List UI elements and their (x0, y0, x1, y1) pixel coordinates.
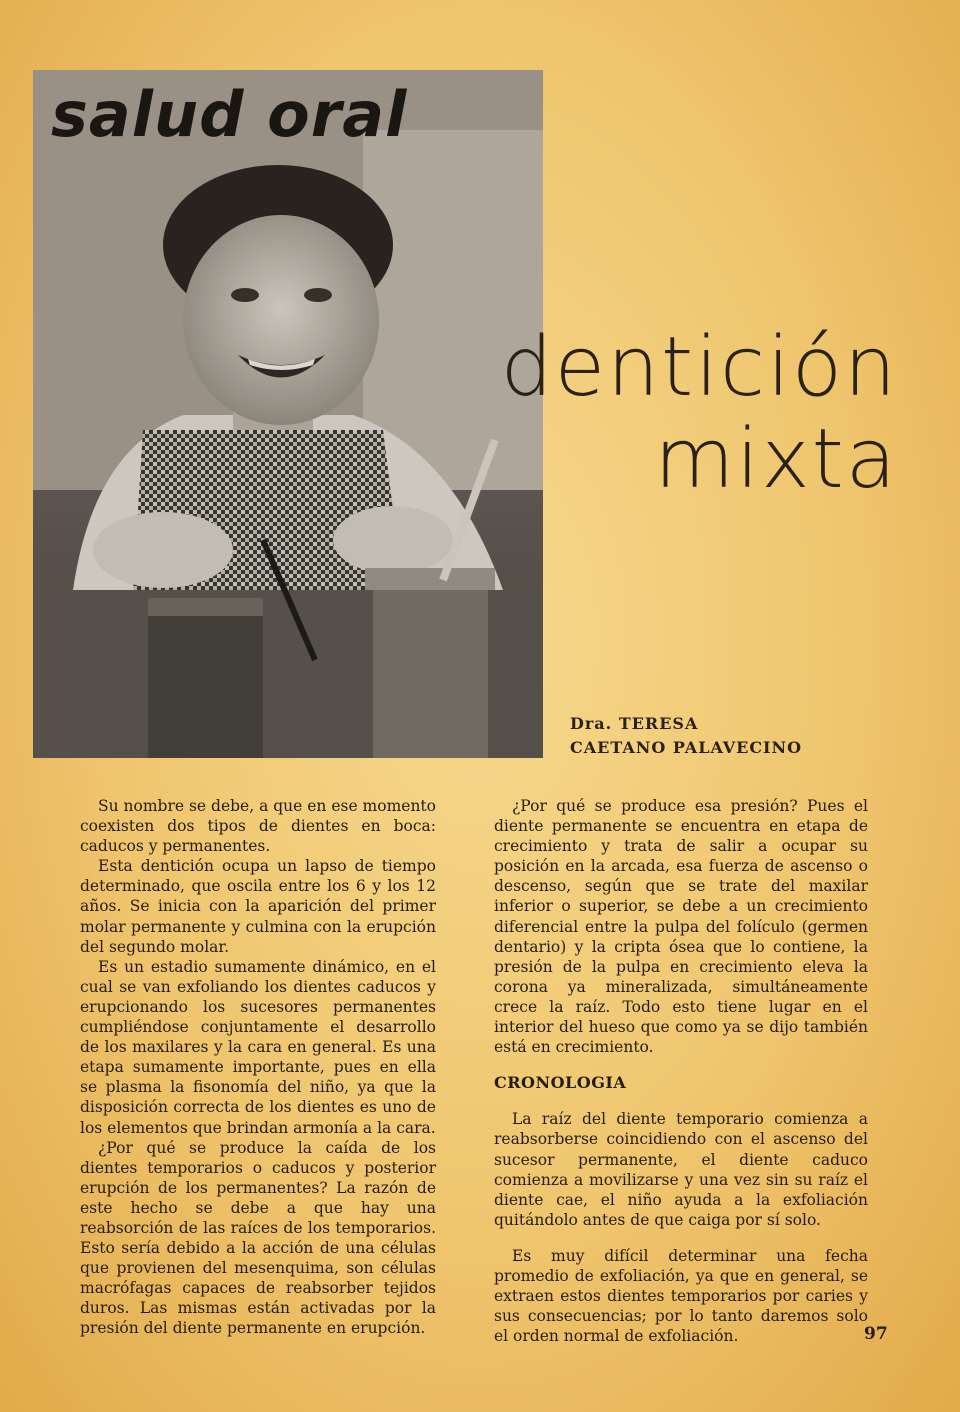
author-byline (570, 712, 802, 760)
paragraph: Es muy difícil determinar una fecha promedio de exfoliación, ya que en general, se extraen estos dientes temporarios por caries y sus consecuencias; por lo tanto daremos solo el orden normal de exfoliación. (494, 1246, 868, 1346)
section-label: salud oral (51, 78, 408, 151)
child-painting-icon (33, 70, 543, 758)
paragraph: ¿Por qué se produce esa presión? Pues el diente permanente se encuentra en etapa de crecimiento y trata de salir a ocupar su posición en la arcada, esa fuerza de ascenso o descenso, según que se trate del maxilar inferior o superior, se debe a un crecimiento diferencial entre la pulpa del folículo (germen dentario) y la cripta ósea que lo contiene, la presión de la pulpa en crecimiento eleva la corona ya mineralizada, simultáneamente crece la raíz. Todo esto tiene lugar en el interior del hueso que como ya se dijo también está en crecimiento. (494, 797, 868, 1057)
paragraph: Su nombre se debe, a que en ese momento coexisten dos tipos de dientes en boca: caducos y permanentes. (80, 797, 436, 856)
paragraph: La raíz del diente temporario comienza a reabsorberse coincidiendo con el ascenso del sucesor permanente, el diente caduco comienza a movilizarse y una vez sin su raíz el diente cae, el niño ayuda a la exfoliación quitándolo antes de que caiga por sí solo. (494, 1110, 868, 1229)
section-heading: CRONOLOGIA (494, 1073, 627, 1093)
right-column (494, 796, 868, 1346)
article-title (501, 322, 898, 506)
page-number: 97 (864, 1324, 888, 1344)
paragraph: Es un estadio sumamente dinámico, en el cual se van exfoliando los dientes caducos y erupcionando los sucesores permanentes cumpliéndose conjuntamente el desarrollo de los maxilares y la cara en general. Es una etapa sumamente importante, pues en ella se plasma la fisonomía del niño, ya que la disposición correcta de los dientes es uno de los elementos que brindan armonía a la cara. (80, 957, 436, 1137)
title-line-1: dentición (500, 320, 898, 415)
author-line-2: CAETANO PALAVECINO (570, 738, 803, 757)
title-line-2: mixta (654, 412, 898, 507)
left-column (80, 796, 436, 1339)
author-line-1: Dra. TERESA (570, 714, 699, 733)
child-painting-photo (33, 70, 543, 758)
paragraph: Esta dentición ocupa un lapso de tiempo determinado, que oscila entre los 6 y los 12 años. Se inicia con la aparición del primer molar permanente y culmina con la erupción del segundo molar. (80, 857, 436, 956)
paragraph: ¿Por qué se produce la caída de los dientes temporarios o caducos y posterior erupción de los permanentes? La razón de este hecho se debe a que hay una reabsorción de las raíces de los temporarios. Esto sería debido a la acción de una células que provienen del mesenquima, son células macrófagas capaces de reabsorber tejidos duros. Las mismas están activadas por la presión del diente permanente en erupción. (80, 1138, 436, 1338)
